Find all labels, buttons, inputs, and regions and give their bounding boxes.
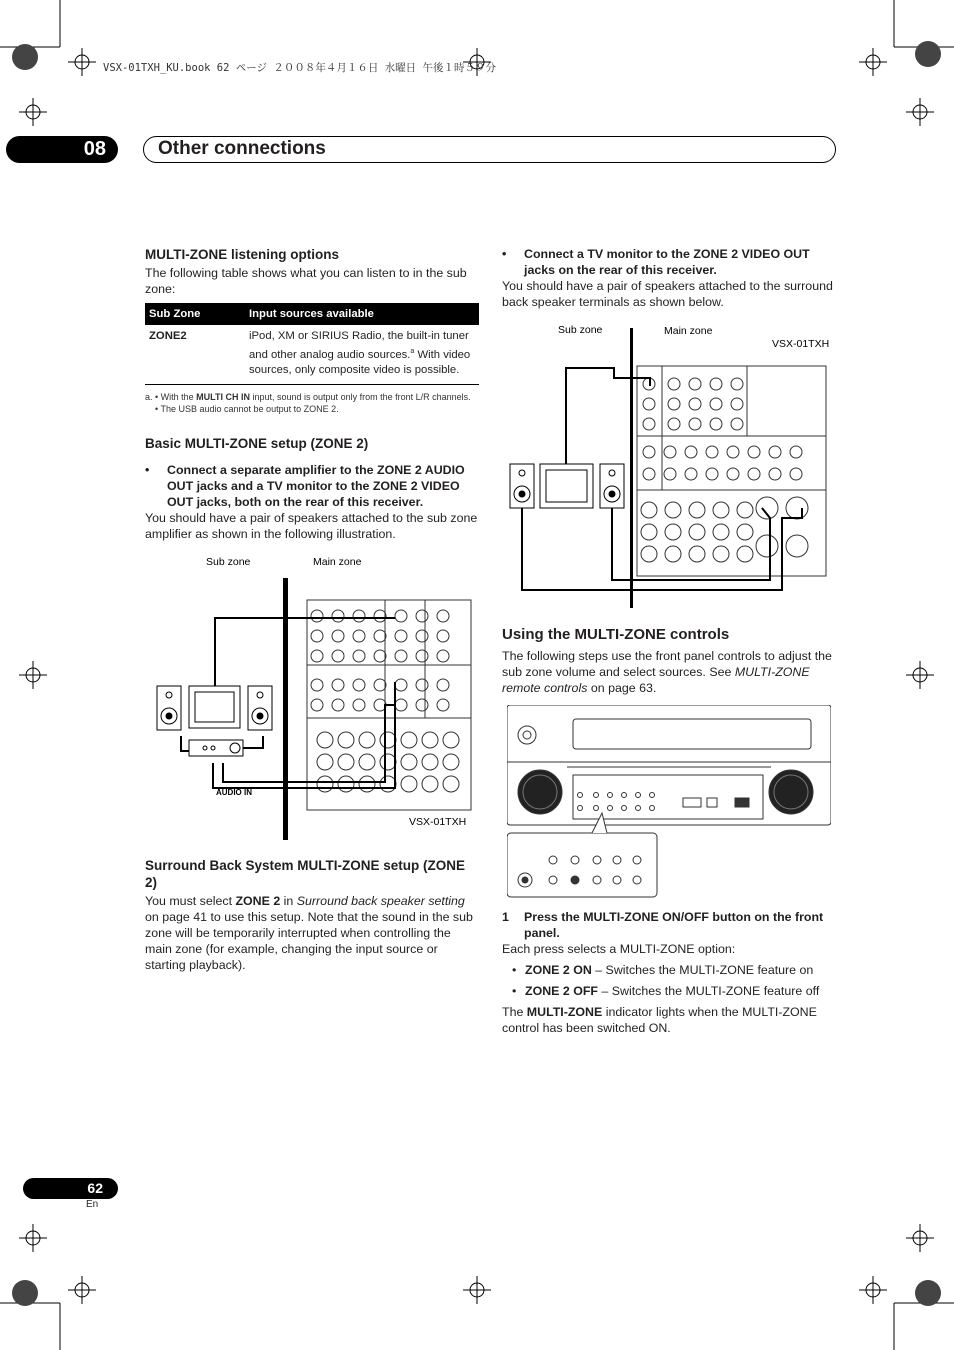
jack [643,446,655,458]
option-text: – Switches the MULTI-ZONE feature off [597,984,820,998]
jack [643,468,655,480]
basic-heading: Basic MULTI-ZONE setup (ZONE 2) [145,435,369,451]
zone2-amplifier-diagram [145,550,479,840]
jack [731,378,743,390]
jack [786,497,808,519]
jack [311,699,323,711]
jack [668,418,680,430]
jack [401,776,417,792]
jack [359,776,375,792]
diagram1-main-zone-label: Main zone [313,556,362,568]
jack [689,502,705,518]
jack [332,610,344,622]
step-1-text: Press the MULTI-ZONE ON/OFF button on the front panel. [524,910,824,940]
jack [353,650,365,662]
jack [665,524,681,540]
jack [374,630,386,642]
indicator-text: The [502,1005,527,1019]
table-cell-zone: ZONE2 [145,325,245,384]
controls-body-text: The following steps use the front panel controls to adjust the sub zone volume and select sources. See [502,649,832,679]
options-intro: The following table shows what you can listen to in the sub zone: [145,266,467,296]
jack [395,699,407,711]
chapter-title: Other connections [158,138,326,159]
jack [641,502,657,518]
tv-bullet: • Connect a TV monitor to the ZONE 2 VIDEO OUT jacks on the rear of this receiver. [502,246,836,278]
sb-body-text-2: in [280,894,297,908]
jack [317,754,333,770]
jack [790,446,802,458]
footnote-ref: a [410,348,415,355]
table-header-cell: Sub Zone [145,303,245,325]
jack [317,776,333,792]
speaker-left [157,686,181,730]
jack [311,650,323,662]
sub-zone-amplifier [189,740,243,756]
sb-section [145,857,479,973]
speaker-right [248,686,272,730]
jack [664,468,676,480]
diagram2-main-zone-label: Main zone [664,325,713,337]
jack [353,679,365,691]
page-number: 62 [23,1178,118,1199]
jack [437,630,449,642]
jack [401,732,417,748]
jack [643,418,655,430]
indicator-note [502,1004,836,1036]
jack [689,418,701,430]
jack [668,378,680,390]
right-column-top [502,246,836,310]
jack [713,502,729,518]
sources-table [145,303,479,385]
zoom-callout [592,813,607,833]
sources-text-2: With video sources, only composite video is possible. [249,348,471,376]
jack [395,610,407,622]
jack [710,398,722,410]
jack [317,732,333,748]
jack [380,776,396,792]
option-bold: ZONE 2 OFF [525,984,598,998]
surround-back-diagram [502,318,836,610]
jack [641,524,657,540]
jack [710,418,722,430]
jack [737,502,753,518]
jack [401,754,417,770]
indicator-text-2: indicator lights when the MULTI-ZONE control has been switched ON. [502,1005,817,1035]
jack [437,650,449,662]
jack [665,546,681,562]
jack [685,468,697,480]
right-column-controls [502,625,836,696]
jack [353,699,365,711]
jack [332,679,344,691]
footnote-prefix: a. • With the [145,391,197,402]
receiver-rear-panel-2 [637,366,826,576]
controls-body-italic: MULTI-ZONE remote controls [502,665,810,695]
jack [737,546,753,562]
step-1-body: Each press selects a MULTI-ZONE option: [502,942,736,956]
jack [769,468,781,480]
footnote-bold: MULTI CH IN [196,391,250,402]
jack [668,398,680,410]
option-zone2-off: • ZONE 2 OFF – Switches the MULTI-ZONE feature off [512,984,820,998]
jack [374,679,386,691]
jack [769,446,781,458]
step-1-number: 1 [502,910,509,924]
zone-divider-2 [630,328,633,608]
step-1 [502,909,836,941]
jack [422,776,438,792]
jack [338,776,354,792]
sb-body-text-3: on page 41 to use this setup. Note that the sound in the sub zone will be temporarily interrupted when controlling the main zone (for example, changing the input source or starting playback). [145,910,473,972]
option-bold: ZONE 2 ON [525,963,592,977]
jack [748,468,760,480]
jack [443,776,459,792]
jack [748,446,760,458]
jack [395,650,407,662]
jack [685,446,697,458]
tv-body: You should have a pair of speakers attached to the surround back speaker terminals as shown below. [502,279,833,309]
basic-bullet-text: Connect a separate amplifier to the ZONE 2 AUDIO OUT jacks and a TV monitor to the ZONE 2 VIDEO OUT jacks, both on the rear of this receiver. [167,462,465,509]
jack [311,679,323,691]
jack [689,524,705,540]
receiver-front-panel [507,705,831,897]
basic-bullet: • Connect a separate amplifier to the ZONE 2 AUDIO OUT jacks and a TV monitor to the ZONE 2 VIDEO OUT jacks, both on the rear of this receiver. [145,462,479,510]
table-cell-sources [245,325,479,384]
table-row [145,325,479,384]
controls-body [502,648,836,696]
jack [395,630,407,642]
jack [416,679,428,691]
jack [689,398,701,410]
jack [353,630,365,642]
jack [727,446,739,458]
diagram1-model-label: VSX-01TXH [409,816,467,828]
audio-in-label: AUDIO IN [216,788,252,797]
basic-body: You should have a pair of speakers attached to the sub zone amplifier as shown in the following illustration. [145,510,478,541]
jack [416,650,428,662]
jack [332,699,344,711]
jack [437,699,449,711]
jack [706,446,718,458]
jack [664,446,676,458]
jack [416,630,428,642]
jack [311,610,323,622]
sb-body [145,893,479,973]
diagram2-model-label: VSX-01TXH [772,338,830,350]
options-heading: MULTI-ZONE listening options [145,247,339,262]
table-header-cell: Input sources available [245,303,479,325]
jack [395,679,407,691]
jack [332,650,344,662]
jack [359,732,375,748]
jack [422,754,438,770]
print-header: VSX-01TXH_KU.book 62 ページ ２００８年４月１６日 水曜日 午後１時５９分 [103,62,497,74]
jack [332,630,344,642]
sb-body-text: You must select [145,894,236,908]
left-column [145,246,479,542]
jack [731,398,743,410]
jack [416,610,428,622]
footnote-suffix: input, sound is output only from the front L/R channels. [250,391,471,402]
sub-tv-monitor [540,464,593,508]
jack [713,546,729,562]
jack [641,546,657,562]
sources-text: iPod, XM or SIRIUS Radio, the built-in tuner and other analog audio sources. [249,330,469,361]
jack [710,378,722,390]
jack [353,610,365,622]
table-header [145,303,479,325]
footnote-line2: • The USB audio cannot be output to ZONE 2. [155,403,339,414]
front-panel-diagram [507,705,831,900]
jack [437,679,449,691]
jack [380,754,396,770]
jack [786,535,808,557]
page-language: En [86,1199,99,1210]
jack [338,732,354,748]
sub-speaker-right [600,464,624,508]
jack [737,524,753,540]
diagram2-sub-zone-label: Sub zone [558,324,603,336]
jack [713,524,729,540]
tv-monitor [189,686,240,728]
diagram1-sub-zone-label: Sub zone [206,556,251,568]
jack [443,754,459,770]
jack [416,699,428,711]
jack [689,378,701,390]
jack [311,630,323,642]
jack [374,610,386,622]
table-footnote [145,391,479,415]
chapter-number: 08 [6,136,118,163]
option-text: – Switches the MULTI-ZONE feature on [591,963,814,977]
jack [338,754,354,770]
sb-body-bold: ZONE 2 [235,894,281,908]
controls-body-text-2: on page 63. [587,681,657,695]
controls-heading: Using the MULTI-ZONE controls [502,626,730,643]
sub-speaker-left [510,464,534,508]
jack [374,650,386,662]
sb-body-italic: Surround back speaker setting [296,894,465,908]
jack [443,732,459,748]
jack [665,502,681,518]
jack [731,418,743,430]
jack [727,468,739,480]
jack [422,732,438,748]
jack [437,610,449,622]
jack [643,398,655,410]
jack [359,754,375,770]
option-zone2-on: • ZONE 2 ON – Switches the MULTI-ZONE feature on [512,963,814,977]
right-column-steps [502,909,836,1036]
jack [380,732,396,748]
jack [790,468,802,480]
jack [689,546,705,562]
jack [756,535,778,557]
sb-heading: Surround Back System MULTI-ZONE setup (ZONE 2) [145,858,466,890]
indicator-bold: MULTI-ZONE [526,1005,603,1019]
tv-bullet-text: Connect a TV monitor to the ZONE 2 VIDEO OUT jacks on the rear of this receiver. [524,247,810,277]
jack [706,468,718,480]
